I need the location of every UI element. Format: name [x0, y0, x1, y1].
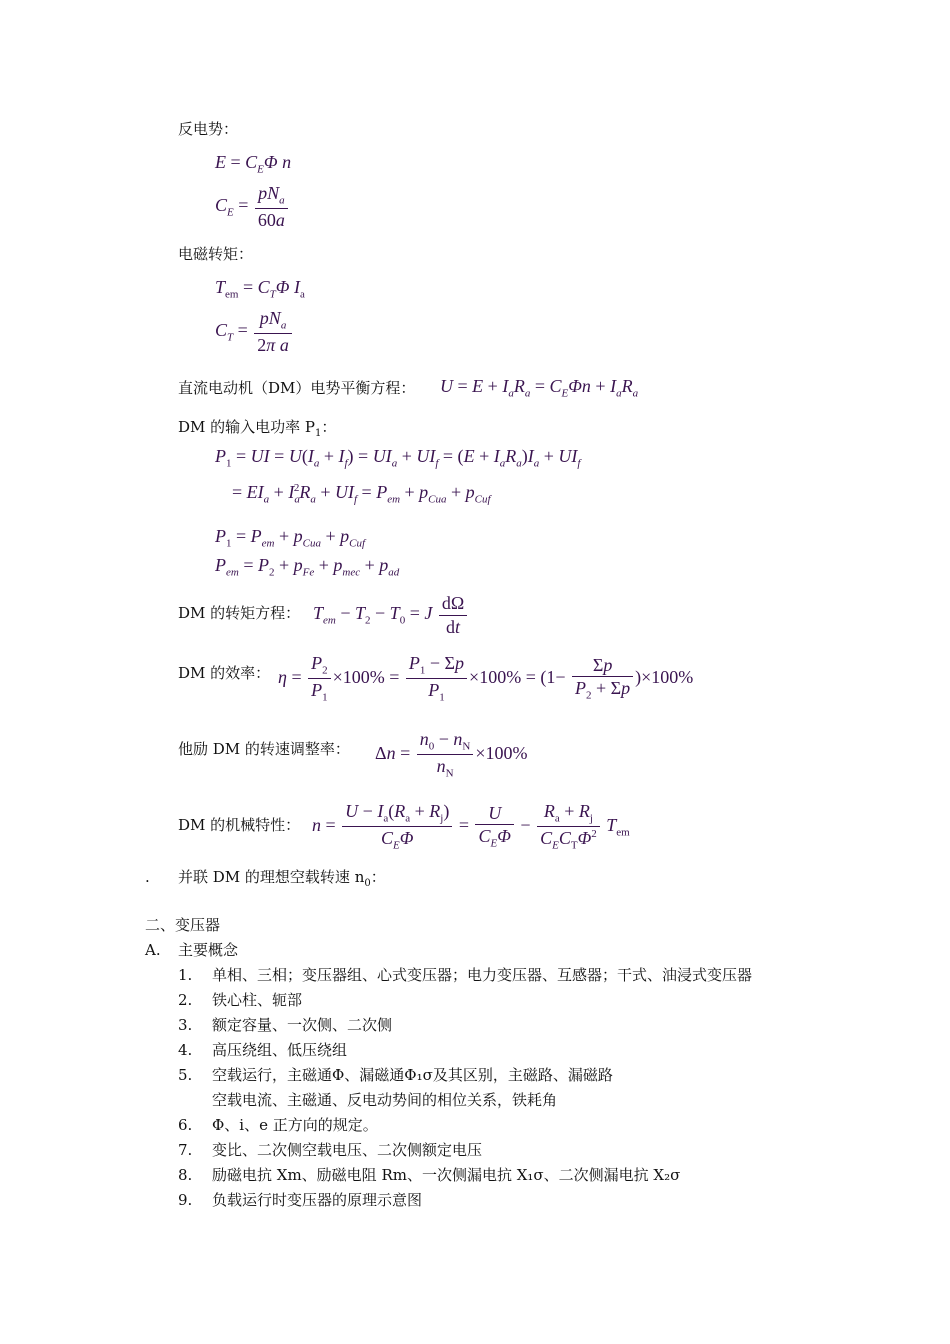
list-item: 单相、三相；变压器组、心式变压器；电力变压器、互感器；干式、油浸式变压器 [212, 966, 753, 984]
formula-torque: $T_{em} - T_2 - T_0 = J$ $\frac{d\Omega}{dt}$ [313, 592, 469, 638]
formula-mech-char: n = $\frac{U - I_a(R_a + R_j)}{C_E\Phi}$ = $\frac{U}{C_E\Phi}$ − $\frac{R_a + R_j}{C_EC_T\Phi^2}$ $T_{em}$ [312, 801, 630, 852]
list-item-number: 5. [178, 1066, 193, 1084]
formula-p1-line2: = $EI_a + I_a^2R_a + UI_f = P_{em} + p_{Cua} + p_{Cuf}$ [232, 482, 491, 506]
subsection-title: 主要概念 [178, 941, 239, 959]
formula-p1-line1: $P_1$ = UI = $U(I_a + I_f) = UI_a + UI_f = (E + I_aR_a)I_a + UI_f$ [215, 446, 581, 470]
list-item-number: 4. [178, 1041, 193, 1059]
label-em-torque: 电磁转矩： [178, 245, 254, 263]
label-back-emf: 反电势： [178, 120, 239, 138]
list-item-number: 6. [178, 1116, 193, 1134]
label-mech-char: DM 的机械特性： [178, 816, 301, 834]
formula-efficiency: η = $\frac{P_2}{P_1}$ ×100% = $\frac{P_1 - \Sigma p}{P_1}$ ×100% = (1− $\frac{\Sigma p}{P_2 + \Sigma p}$ )×100% [278, 653, 694, 704]
formula-p1-sum: $P_1 = P_{em} + p_{Cua} + p_{Cuf}$ [215, 526, 366, 550]
formula-tem: $T_{em} = C_T\Phi$ $I_a$ [215, 277, 305, 301]
label-speed-reg: 他励 DM 的转速调整率： [178, 740, 350, 758]
label-torque-eq: DM 的转矩方程： [178, 604, 301, 622]
list-item-number: 9. [178, 1191, 193, 1209]
bullet-dot: . [145, 868, 150, 886]
list-item: 空载电流、主磁通、反电动势间的相位关系，铁耗角 [212, 1091, 558, 1109]
label-input-power: DM 的输入电功率 $P_1$： [178, 418, 337, 439]
list-item-number: 8. [178, 1166, 193, 1184]
list-item: Φ、i、e 正方向的规定。 [212, 1116, 378, 1134]
formula-balance: $U = E + I_aR_a = C_E\Phi n + I_aR_a$ [440, 376, 639, 400]
formula-pem: $P_{em} = P_2 + p_{Fe} + p_{mec} + p_{ad}$ [215, 555, 400, 579]
formula-emf: $E = C_E\Phi$ n [215, 152, 292, 176]
label-dc-motor-balance: 直流电动机（DM）电势平衡方程： [178, 379, 416, 397]
formula-ce: $C_E$ = $\frac{pN_a}{60a}$ [215, 182, 290, 232]
list-item-number: 7. [178, 1141, 193, 1159]
list-item: 高压绕组、低压绕组 [212, 1041, 348, 1059]
subsection-marker: A. [145, 941, 161, 959]
list-item-number: 3. [178, 1016, 193, 1034]
list-item: 额定容量、一次侧、二次侧 [212, 1016, 393, 1034]
label-shunt-noload: 并联 DM 的理想空载转速 $n_0$： [178, 868, 386, 889]
section-title: 二、变压器 [145, 916, 221, 934]
list-item: 铁心柱、轭部 [212, 991, 303, 1009]
list-item: 空载运行，主磁通Φ、漏磁通Φ₁σ及其区别，主磁路、漏磁路 [212, 1066, 613, 1084]
formula-speed-reg: Δn = $\frac{n_0 - n_N}{n_N}$ ×100% [375, 729, 528, 780]
formula-ct: $C_T$ = $\frac{pN_a}{\text{2π a}}$ [215, 307, 294, 357]
list-item-number: 1. [178, 966, 193, 984]
list-item: 负载运行时变压器的原理示意图 [212, 1191, 423, 1209]
list-item: 变比、二次侧空载电压、二次侧额定电压 [212, 1141, 483, 1159]
label-efficiency: DM 的效率： [178, 664, 271, 682]
list-item-number: 2. [178, 991, 193, 1009]
list-item: 励磁电抗 Xm、励磁电阻 Rm、一次侧漏电抗 X₁σ、二次侧漏电抗 X₂σ [212, 1166, 681, 1184]
